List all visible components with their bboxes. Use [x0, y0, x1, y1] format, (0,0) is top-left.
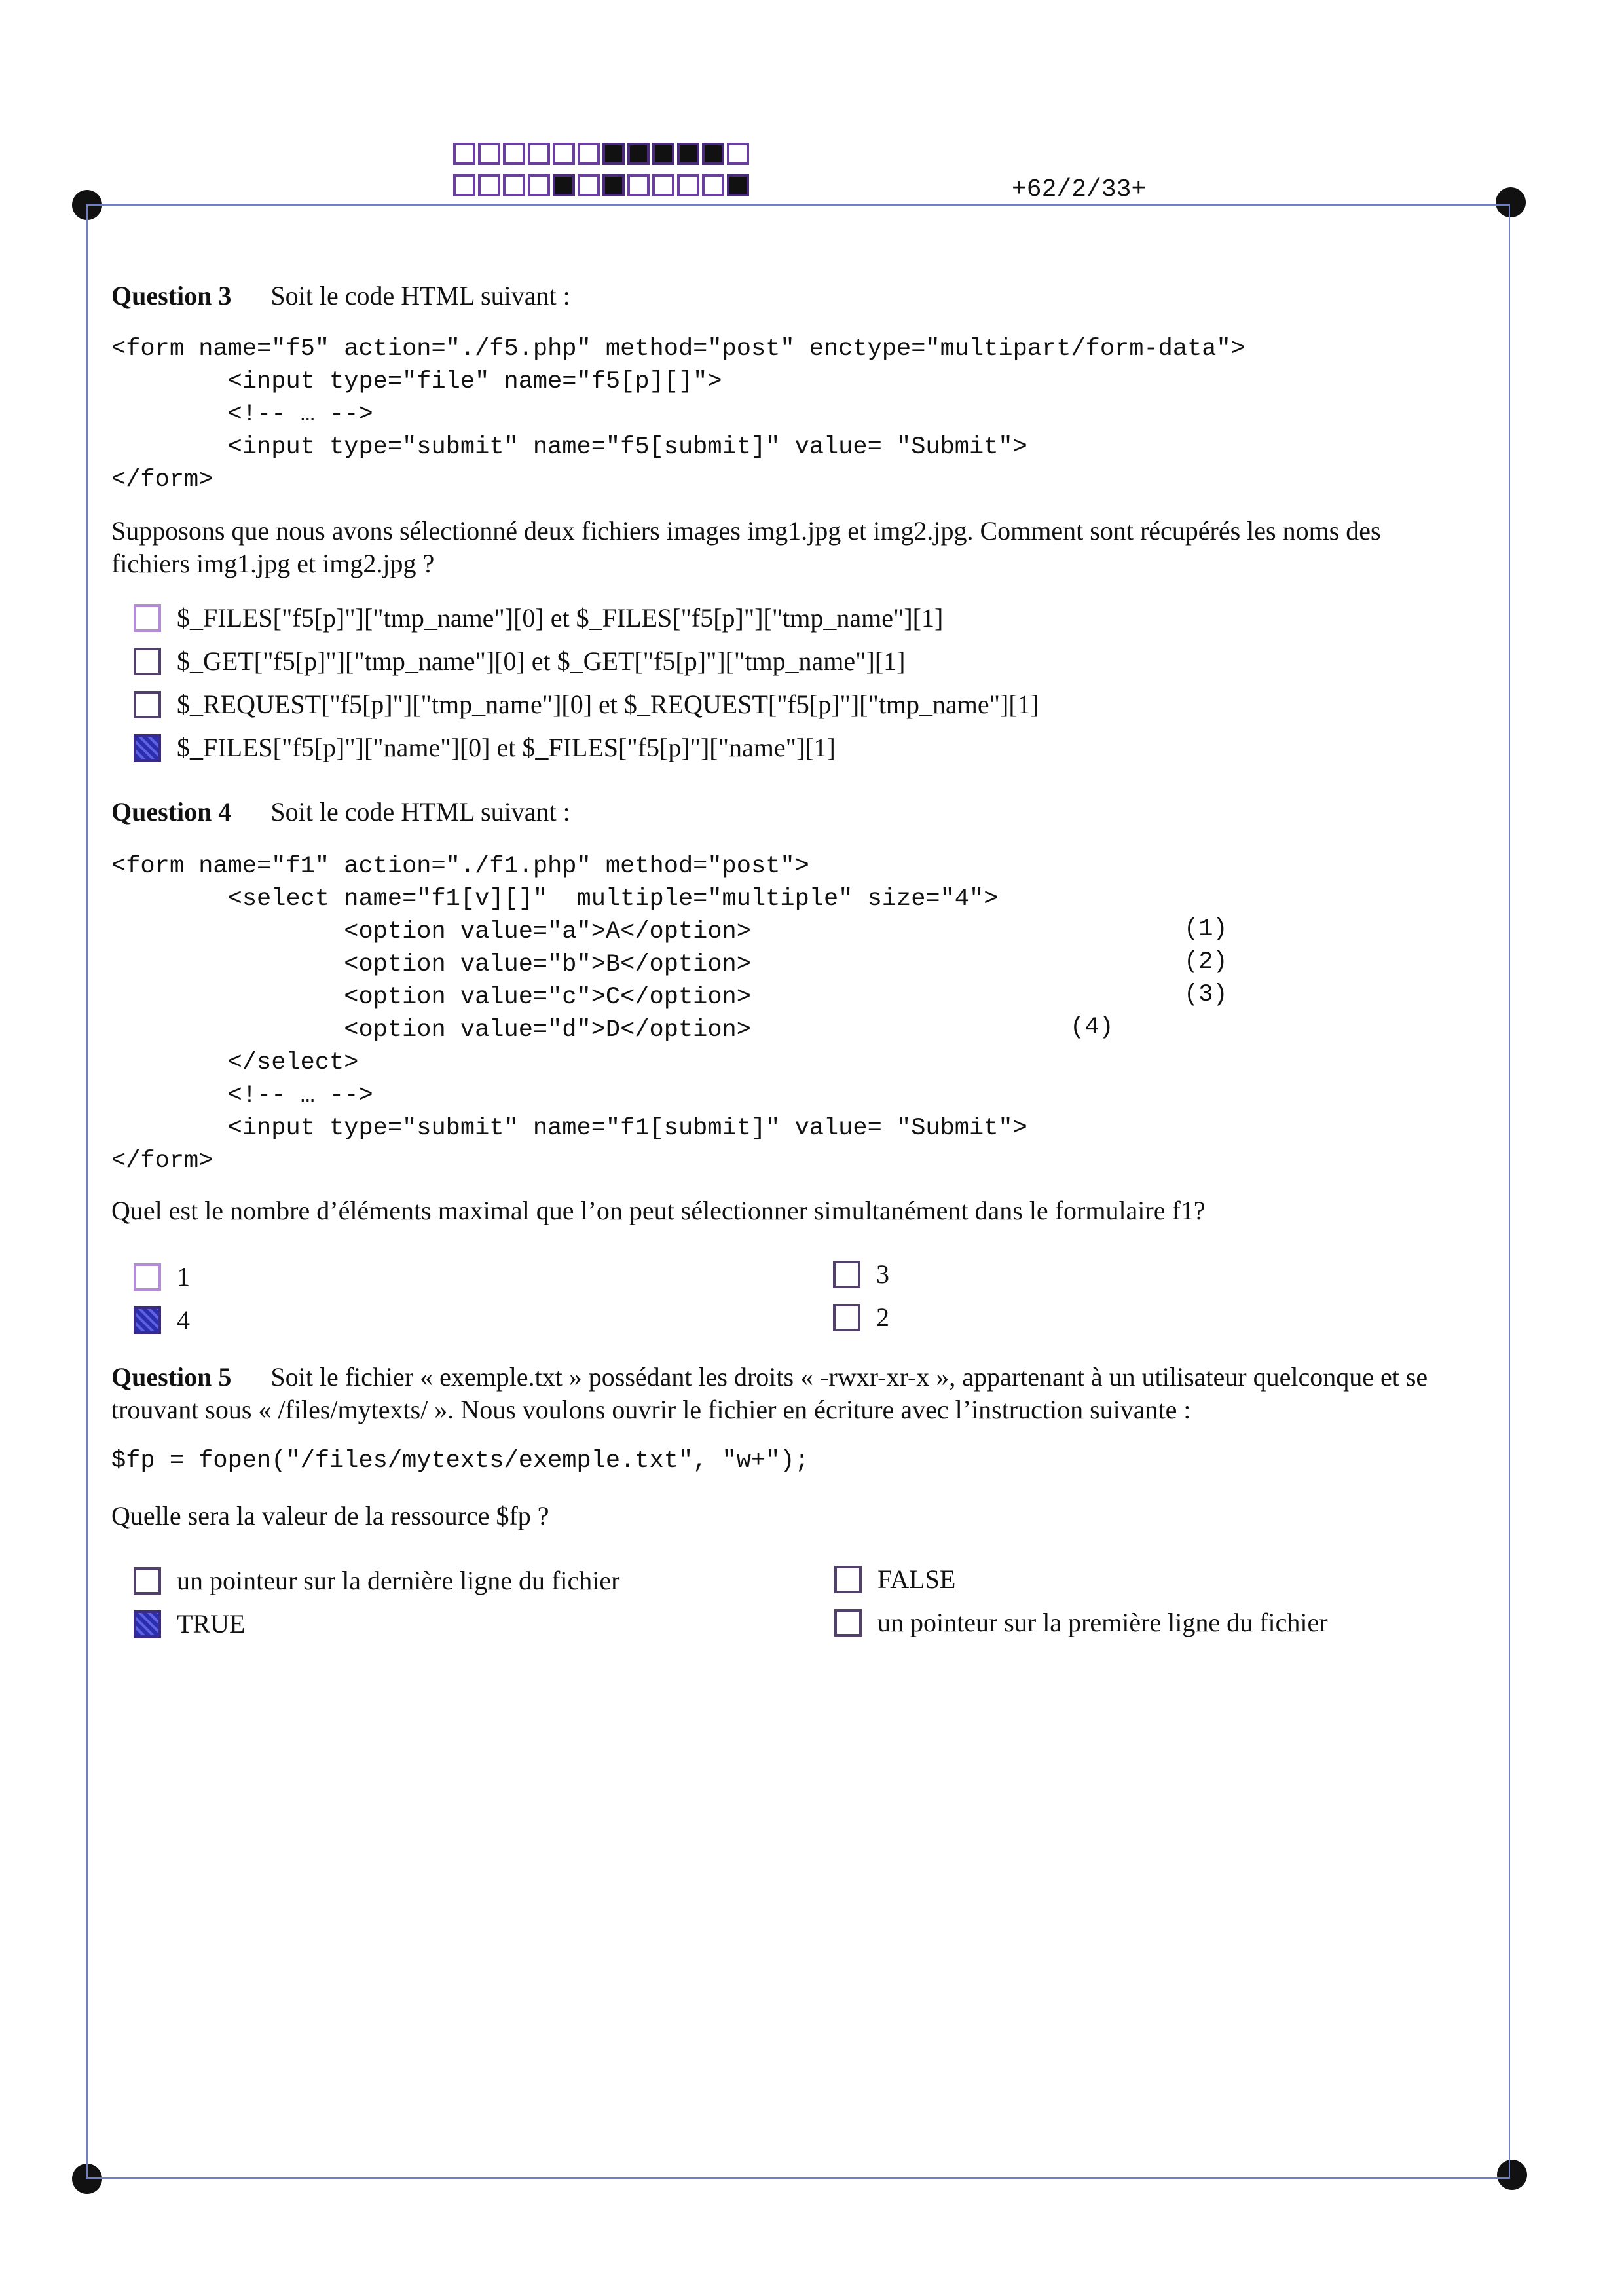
q5-option-1[interactable] — [134, 1565, 619, 1596]
code-line: <input type="file" name="f5[p][]"> — [111, 368, 722, 396]
barcode-cell-empty — [652, 174, 674, 196]
code-line: <select name="f1[v][]" multiple="multiple" size="4"> — [111, 885, 999, 913]
code-line: <!-- … --> — [111, 401, 373, 428]
code-line: <option value="c">C</option> — [111, 984, 751, 1011]
question-5-line-2: trouvant sous « /files/mytexts/ ». Nous voulons ouvrir le fichier en écriture avec l’instruction suivante : — [111, 1395, 1191, 1424]
barcode-cell-filled — [652, 143, 674, 165]
barcode-cell-empty — [453, 174, 475, 196]
checkbox-checked[interactable] — [134, 734, 161, 762]
checkbox[interactable] — [134, 648, 161, 675]
option-label: $_REQUEST["f5[p]"]["tmp_name"][0] et $_REQUEST["f5[p]"]["tmp_name"][1] — [177, 690, 1039, 719]
barcode-row-1 — [453, 143, 749, 165]
option-label: $_FILES["f5[p]"]["tmp_name"][0] et $_FILES["f5[p]"]["tmp_name"][1] — [177, 603, 944, 633]
option-label: un pointeur sur la dernière ligne du fichier — [177, 1566, 620, 1595]
question-5-code: $fp = fopen("/files/mytexts/exemple.txt", "w+"); — [111, 1447, 809, 1475]
barcode-cell-empty — [578, 143, 600, 165]
option-label: 4 — [177, 1305, 190, 1335]
q3-option-2[interactable] — [134, 646, 905, 676]
question-4-title — [111, 796, 570, 827]
checkbox[interactable] — [134, 1567, 161, 1595]
barcode-cell-filled — [602, 143, 625, 165]
barcode-cell-empty — [677, 174, 699, 196]
question-5-text: Quelle sera la valeur de la ressource $fp ? — [111, 1501, 549, 1530]
code-line: <form name="f5" action="./f5.php" method="post" enctype="multipart/form-data"> — [111, 335, 1246, 363]
checkbox[interactable] — [833, 1304, 860, 1331]
option-label: FALSE — [877, 1565, 956, 1594]
q4-option-3[interactable] — [833, 1259, 889, 1289]
q3-option-3[interactable] — [134, 689, 1039, 720]
question-5-label: Question 5 — [111, 1362, 232, 1392]
question-3-title — [111, 280, 570, 311]
question-4-code — [111, 850, 1027, 1177]
code-marker-4: (4) — [1070, 1014, 1114, 1041]
barcode-cell-empty — [528, 174, 550, 196]
checkbox[interactable] — [134, 691, 161, 718]
checkbox-checked[interactable] — [134, 1306, 161, 1334]
code-line: </form> — [111, 1147, 213, 1175]
barcode-cell-filled — [702, 143, 724, 165]
option-label: 3 — [876, 1259, 889, 1289]
barcode-cell-filled — [553, 174, 575, 196]
option-label: $_FILES["f5[p]"]["name"][0] et $_FILES["f5[p]"]["name"][1] — [177, 733, 836, 762]
barcode-cell-empty — [627, 174, 650, 196]
barcode-cell-empty — [453, 143, 475, 165]
code-line: <option value="b">B</option> — [111, 951, 751, 978]
q5-option-4[interactable] — [834, 1607, 1328, 1638]
checkbox[interactable] — [134, 604, 161, 632]
q5-option-3[interactable] — [134, 1608, 245, 1639]
checkbox-checked[interactable] — [134, 1610, 161, 1638]
code-line: <option value="a">A</option> — [111, 918, 751, 946]
checkbox[interactable] — [833, 1261, 860, 1288]
q3-option-4[interactable] — [134, 732, 836, 763]
barcode-cell-empty — [503, 174, 525, 196]
q4-option-2[interactable] — [833, 1302, 889, 1333]
question-4-text: Quel est le nombre d’éléments maximal que l’on peut sélectionner simultanément dans le formulaire f1? — [111, 1196, 1206, 1225]
barcode-row-2 — [453, 174, 749, 196]
code-line: </form> — [111, 466, 213, 494]
code-marker-2: (2) — [1184, 948, 1228, 976]
option-label: TRUE — [177, 1609, 246, 1639]
barcode-cell-filled — [677, 143, 699, 165]
option-label: 2 — [876, 1303, 889, 1332]
option-label: un pointeur sur la première ligne du fichier — [877, 1608, 1328, 1637]
q3-option-1[interactable] — [134, 602, 943, 633]
barcode-cell-empty — [702, 174, 724, 196]
code-line: <!-- … --> — [111, 1082, 373, 1109]
q4-option-4[interactable] — [134, 1305, 190, 1335]
code-line: <option value="d">D</option> — [111, 1016, 751, 1044]
checkbox[interactable] — [834, 1609, 862, 1637]
option-label: 1 — [177, 1262, 190, 1291]
code-marker-1: (1) — [1184, 916, 1228, 943]
barcode-cell-empty — [578, 174, 600, 196]
checkbox[interactable] — [134, 1263, 161, 1291]
question-3-intro: Soit le code HTML suivant : — [270, 281, 570, 310]
option-label: $_GET["f5[p]"]["tmp_name"][0] et $_GET["f5[p]"]["tmp_name"][1] — [177, 646, 906, 676]
code-line: <input type="submit" name="f1[submit]" value= "Submit"> — [111, 1115, 1027, 1142]
code-line: <form name="f1" action="./f1.php" method="post"> — [111, 853, 809, 880]
question-4-intro: Soit le code HTML suivant : — [270, 797, 570, 826]
barcode-cell-empty — [503, 143, 525, 165]
barcode-cell-empty — [727, 143, 749, 165]
question-3-text — [111, 515, 1381, 580]
question-3-code — [111, 333, 1246, 496]
barcode-cell-empty — [478, 143, 500, 165]
page-frame — [86, 204, 1510, 2179]
barcode-cell-filled — [727, 174, 749, 196]
question-5-line-1: Question 5 Soit le fichier « exemple.txt » possédant les droits « -rwxr-xr-x », appartenant à un utilisateur quelconque et se — [111, 1362, 1428, 1392]
question-5-intro — [111, 1361, 1428, 1426]
question-3-label: Question 3 — [111, 281, 232, 310]
question-3-line-1: Supposons que nous avons sélectionné deux fichiers images img1.jpg et img2.jpg. Comment sont récupérés les noms des — [111, 516, 1381, 546]
question-4-label: Question 4 — [111, 797, 232, 826]
barcode-cell-empty — [553, 143, 575, 165]
barcode-cell-empty — [528, 143, 550, 165]
checkbox[interactable] — [834, 1566, 862, 1593]
barcode-cell-empty — [478, 174, 500, 196]
q5-option-2[interactable] — [834, 1564, 955, 1595]
question-3-line-2: fichiers img1.jpg et img2.jpg ? — [111, 549, 435, 578]
code-line: </select> — [111, 1049, 359, 1077]
page-code: +62/2/33+ — [1012, 176, 1147, 204]
barcode-cell-filled — [627, 143, 650, 165]
q4-option-1[interactable] — [134, 1261, 190, 1292]
barcode-cell-filled — [602, 174, 625, 196]
code-marker-3: (3) — [1184, 981, 1228, 1009]
code-line: <input type="submit" name="f5[submit]" value= "Submit"> — [111, 434, 1027, 461]
